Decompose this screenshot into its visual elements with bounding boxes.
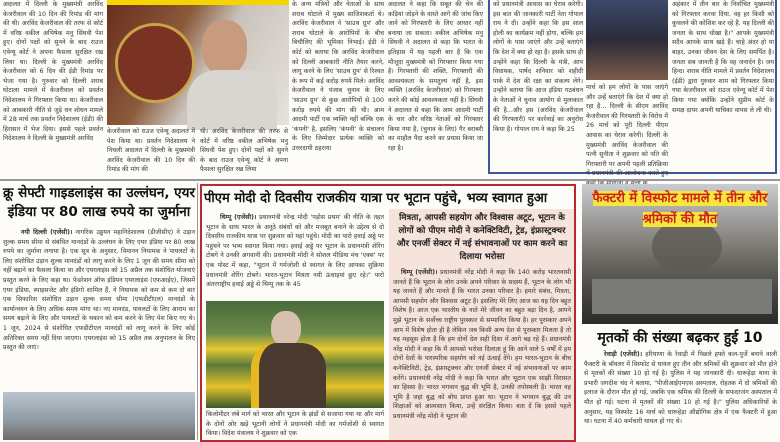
column-rule <box>197 183 198 440</box>
air-india-body: नागरिक उड्डयन महानिदेशालय (डीजीसीए) ने उड़ान शुल्क समय सीमा से संबंधित मानदंडों के उल्लंघन के लिए एयर इंडिया पर 80 लाख रुपये का जुर्माना लगाया है। एक सूत्र के अनुसार, विमानन नियामक ने पायलटों के लिए संशोधित उड़ान शुल्क मानदंडों को लागू करने के लिए 1 जून की समय सीमा को नहीं बढ़ाने का फैसला किया था और एयरलाइंस को 15 अप्रैल तक संशोधित योजनाएं प्रस्तुत करने के लिए कहा था। फेडरेशन ऑफ इंडियन एयरलाइंस (एफआईए), जिसमें एयर इंडिया, स्पाइसजेट और इंडिगो शामिल हैं, ने नियामक को कम से कम दो बार एक सिफारिश संशोधित उड़ान शुल्क समय सीमा (एफडीटीएल) मानदंडों के कार्यान्वयन के लिए अधिक समय मांगा था। नए मानदंड, पायलटों के लिए आराम का समय बढ़ाने के लिए और पायलटों के थकान को कम करने के लिए पेश किए गए थे। 1 जून, 2024 से संशोधित एफडीटीएल मानदंडों को लागू करने के लिए कोई अतिरिक्त समय नहीं दिया जाएगा। एयरलाइंस को 15 अप्रैल तक अनुपालन के लिए प्रस्तुत की जाएं। <box>3 229 195 352</box>
aap-box-col2: मार्च को हम लोगों के पास जाएंगे और उन्हें बताएंगे कि देश में क्या हो रहा है... दिल्ली के सीएम अरविंद केजरीवाल की गिरफ्तारी के विरोध में 26 मार्च को पूरी दिल्ली पीएम आवास का घेराव करेगी। दिल्ली के मुख्यमंत्री अरविंद केजरीवाल की पत्नी सुनीता ने शुक्रवार को पति की गिरफ्तारी पर अपनी पहली प्रतिक्रिया में प्रधानमंत्री की आलोचना करते हुए <box>586 84 668 178</box>
caption-col-a: केजरीवाल को राउज एवेन्यू अदालत में पेश किया था। प्रवर्तन निदेशालय ने निचली अदालत में दिल्ली के मुख्यमंत्री अरविंद केजरीवाल की 10 दिन की रिमांड की मांग की <box>107 128 195 174</box>
kejriwal-photo <box>107 5 289 125</box>
person-shirt <box>187 70 277 130</box>
factory-headline: मृतकों की संख्या बढ़कर हुई 10 <box>597 330 763 346</box>
aap-box-col1: को प्रधानमंत्री आवास का घेराव करेगी। इस बात की जानकारी पार्टी नेता गोपाल राय ने दी। उन्होंने कहा कि इस साल होली का कार्यक्रम नहीं होगा, बल्कि हम लोगों के पास जाएंगे और उन्हें बताएंगे कि देश में क्या हो रहा है। इसके साथ ही उन्होंने कहा कि दिल्ली के मंत्री, आप विधायक, पार्षद शनिवार को शहीदी पार्क में देश की रक्षा का संकल्प लेंगे। उन्होंने बताया कि आज इंडिया गठबंधन के नेताओं ने चुनाव आयोग से मुलाकात की है...और इस (अरविंद केजरीवाल की गिरफ्तारी) पर कार्रवाई का अनुरोध किया है। गोपाल राय ने कहा कि 25 <box>493 1 583 133</box>
bhutan-sub-headline: मित्रता, आपसी सहयोग और विश्वास अटूट, भूटान के लोगों को पीएम मोदी ने कनेक्टिविटी, ट्रेड, इंफ्रास्ट्रक्चर और एनर्जी सेक्टर में नई संभावनाओं पर काम करने का दिलाया भरोसा <box>396 213 568 262</box>
aap-box-col3: अहंकार में तीन बार के निर्वाचित मुख्यमंत्री को गिरफ्तार करवा दिया. वह हर किसी को कुचलने की कोशिश कर रहे हैं. यह दिल्ली की जनता के साथ धोखा है।" आपके मुख्यमंत्री सदैव आपके साथ खड़े हैं। चाहे अंदर हो या बाहर, उनका जीवन देश के लिए समर्पित है। जनता सब जानती है कि वह जनार्दन है। जय हिन्द। शराब नीति मामले में प्रवर्तन निदेशालय (ईडी) द्वारा गुरुवार शाम को गिरफ्तार किया गया केजरीवाल को राउज एवेन्यू कोर्ट में पेश किया गया क्योंकि उन्होंने सुप्रीम कोर्ट के समक्ष दायर अपनी याचिका वापस ले ली थी। <box>672 1 774 114</box>
bhutan-sub-body: प्रधानमंत्री नरेंद्र मोदी ने कहा कि 140 करोड़ भारतवासी जानते हैं कि भूटान के लोग उनके अपने परिवार के सदस्य हैं, भूटान के लोग भी यह जानते हैं और मानते हैं कि भारत उनका परिवार है। हमारे संबंध, मित्रता, आपसी सहयोग और विश्वास अटूट है। इसलिए मेरे लिए आज का यह दिन बहुत विशेष है। आज एक भारतीय के नाते मेरे जीवन का बहुत बड़ा दिन है, आपने मुझे भूटान के सर्वोच्च राष्ट्रीय पुरस्कार से सम्मानित किया है। हर पुरस्कार अपने आप में विशेष होता ही है लेकिन जब किसी अन्य देश से पुरस्कार मिलता है तो यह महसूस होता है कि हम दोनों देश सही दिशा में आगे बढ़ रहे हैं। प्रधानमंत्री नरेंद्र मोदी ने कहा कि मैं आपको भरोसा दिलाता हूं कि आने वाले 5 वर्षों में हम दोनों देशों के पारस्परिक सहयोग को नई ऊंचाई देंगे। हम भारत-भूटान के बीच कनेक्टिविटी, ट्रेड, इंफ्रास्ट्रक्चर और एनर्जी सेक्टर में नई संभावनाओं पर काम करेंगे। प्रधानमंत्री नरेंद्र मोदी ने कहा कि भारत और भूटान एक साझी विरासत का हिस्सा है। भारत भगवान बुद्ध की भूमि है, उनकी तपोस्थली है। भारत वह भूमि है जहां बुद्ध को बोध प्राप्त हुआ था। भूटान ने भगवान बुद्ध की उन शिक्षाओं को आत्मसात किया, उन्हें संरक्षित किया। बता दें कि इससे पहले प्रधानमंत्री नरेंद्र मोदी ने भूटान की <box>393 269 571 420</box>
bhutan-headline: पीएम मोदी दो दिवसीय राजकीय यात्रा पर भूटान पहुंचे, भव्य स्वागत हुआ <box>204 191 548 206</box>
article-kejriwal-col3: के अन्य मंत्रियों और नेताओं के साथ शराब घोटाले में मुख्य साजिशकर्ता थे। अरविंद केजरीवाल ने 'साउथ ग्रुप' और शराब घोटाले के आरोपियों के बीच बिचौलिए की भूमिका निभाई। ईडी ने कोर्ट को बताया कि अरविंद केजरीवाल को दिल्ली आबकारी नीति तैयार करने, लागू करने के लिए 'साउथ ग्रुप' से रिश्वत के रूप में कई करोड़ रुपये मिले। अरविंद केजरीवाल ने पंजाब चुनाव के लिए 'साउथ ग्रुप' से कुछ आरोपियों से 100 करोड़ रुपये की मांग की थी। आम आदमी पार्टी एक व्यक्ति नहीं बल्कि एक 'कंपनी' है, इसलिए 'कंपनी' के संचालन के लिए जिम्मेदार प्रत्येक व्यक्ति को उत्तरदायी ठहराया <box>292 1 384 152</box>
factory-dateline: रेवाड़ी (एजेंसी)। <box>604 351 643 358</box>
air-india-aircraft-photo <box>3 392 195 440</box>
person-robe <box>251 343 326 408</box>
factory-building <box>592 279 772 314</box>
person-face <box>271 311 301 346</box>
factory-photo-headline: फैक्टरी में विस्फोट मामले में तीन और श्रमिकों की मौत <box>592 191 768 227</box>
air-india-headline: क्रू सेफ्टी गाइडलाइंस का उल्लंघन, एयर इंडिया पर 80 लाख रुपये का जुर्माना <box>3 185 195 220</box>
person-face <box>202 20 247 75</box>
modi-award-photo <box>206 301 384 408</box>
article-kejriwal-col4: अदालत ने कहा कि सबूत की चेन की कड़ियां जोड़ने के वास्ते आगे की जांच किए जाने को गिरफ्तारी के लिए आधार नहीं बनाया जा सकता। वकील अभिषेक मनु सिंघवी ने अदालत से कहा कि भारत के इतिहास में यह पहली बार है कि एक मौजूदा मुख्यमंत्री को गिरफ्तार किया गया है। गिरफ्तारी की शक्ति, गिरफ्तारी की आवश्यकता के समतुल्य नहीं है, इस व्यक्ति (अरविंद केजरीवाल) को गिरफ्तार करने की कोई आवश्यकता नहीं है। सिंघवी ने अदालत से कहा कि आम आदमी पार्टी के चार और वरिष्ठ नेताओं को गिरफ्तार किया गया है, (चुनाव के लिए) गैर बराबरी का माहौल पैदा करने का प्रयास किया जा रहा है। <box>388 1 484 152</box>
bhutan-dateline: थिम्पू (एजेंसी)। <box>220 214 257 221</box>
section-divider <box>0 179 780 181</box>
bhutan-body: प्रधानमंत्री नरेन्द्र मोदी 'पड़ोस प्रथम' की नीति के तहत भूटान के साथ भारत के अनूठे संबंधों को और मजबूत बनाने के उद्देश्य से दो दिवसीय राजकीय यात्रा पर शुक्रवार को यहां पहुंचे। मोदी का पारो हवाई अड्डे पर पहुंचने पर भव्य स्वागत किया गया। हवाई अड्डे पर भूटान के प्रधानमंत्री शेरिंग टोबगे ने उनकी अगवानी की। प्रधानमंत्री मोदी ने सोशल मीडिया मंच 'एक्स' पर एक पोस्ट में कहा, "भूटान में गर्मजोशी से स्वागत के लिए आपका शुक्रिया प्रधानमंत्री शेरिंग टोबगे। भारत-भूटान मित्रता नयी ऊंचाइयां छुए रहे।" पारो अंतरराष्ट्रीय हवाई अड्डे से थिम्पू तक के 45 <box>206 214 384 289</box>
factory-body: हरियाणा के रेवाड़ी में पिछले हफ्ते कल-पुर्जे बनाने वाली फैक्टरी के बॉयलर में विस्फोट से घायल हुए तीन और श्रमिकों की शुक्रवार को मौत होने से मृतकों की संख्या 10 हो गई है। पुलिस ने यह जानकारी दी। धारूहेड़ा थाना के प्रभारी जगदीश चंद ने बताया, "पीजीआईएमएस अस्पताल, रोहतक में दो श्रमिकों की इलाज के दौरान मौत हो गई, जबकि एक श्रमिक की दिल्ली के सफदरजंग अस्पताल में मौत हो गई। घटना में मृतकों की संख्या 10 हो गई है।" पुलिस अधिकारियों के अनुसार, यह विस्फोट 16 मार्च को धारूहेड़ा औद्योगिक क्षेत्र में एक फैक्टरी में हुआ था। घटना में 40 कर्मचारी घायल हो गए थे। <box>584 351 777 426</box>
factory-photo-headline-wrap <box>585 188 775 232</box>
article-kejriwal-col1: अदालत में दिल्ली के मुख्यमंत्री अरविंद केजरीवाल की 10 दिन की रिमांड की मांग की थी। अरविंद केजरीवाल की तरफ से कोर्ट में वरिष्ठ वकील अभिषेक मनु सिंघवी पेश हुए। दोनों पक्षों को सुनने के बाद राउज एवेन्यू कोर्ट ने अपना फैसला सुरक्षित रख लिया था। दिल्ली के मुख्यमंत्री अरविंद केजरीवाल को 6 दिन की ईडी रिमांड पर भेजा गया है। गुरुवार को दिल्ली शराब घोटाला मामले में केजरीवाल को प्रवर्तन निदेशालय ने गिरफ्तार किया था। केजरीवाल को आबकारी नीति से जुड़े धन शोधन मामले में 28 मार्च तक प्रवर्तन निदेशालय (ईडी) की हिरासत में भेज दिया। इससे पहले प्रवर्तन निदेशालय ने दिल्ली के मुख्यमंत्री अरविंद <box>3 1 103 143</box>
bhutan-body-continued: किलोमीटर लंबे मार्ग को भारत और भूटान के झंडों से सजाया गया था और मार्ग के दोनों ओर खड़े भूटानी लोगों ने प्रधानमंत्री मोदी का गर्मजोशी से स्वागत किया। विदेश मंत्रालय ने शुक्रवार को एक <box>206 411 384 438</box>
caption-col-b: थी। अरविंद केजरीवाल की तरफ से कोर्ट में वरिष्ठ वकील अभिषेक मनु सिंघवी पेश हुए। दोनों पक्षों को सुनने के बाद राउज एवेन्यू कोर्ट ने अपना फैसला सुरक्षित रख लिया <box>200 128 288 174</box>
bhutan-sub-dateline: थिम्पू (एजेंसी)। <box>401 269 438 276</box>
press-conference-photo <box>586 0 668 80</box>
ed-seal-icon <box>115 23 195 103</box>
air-india-dateline: नयी दिल्ली (एजेंसी)। <box>21 229 73 236</box>
